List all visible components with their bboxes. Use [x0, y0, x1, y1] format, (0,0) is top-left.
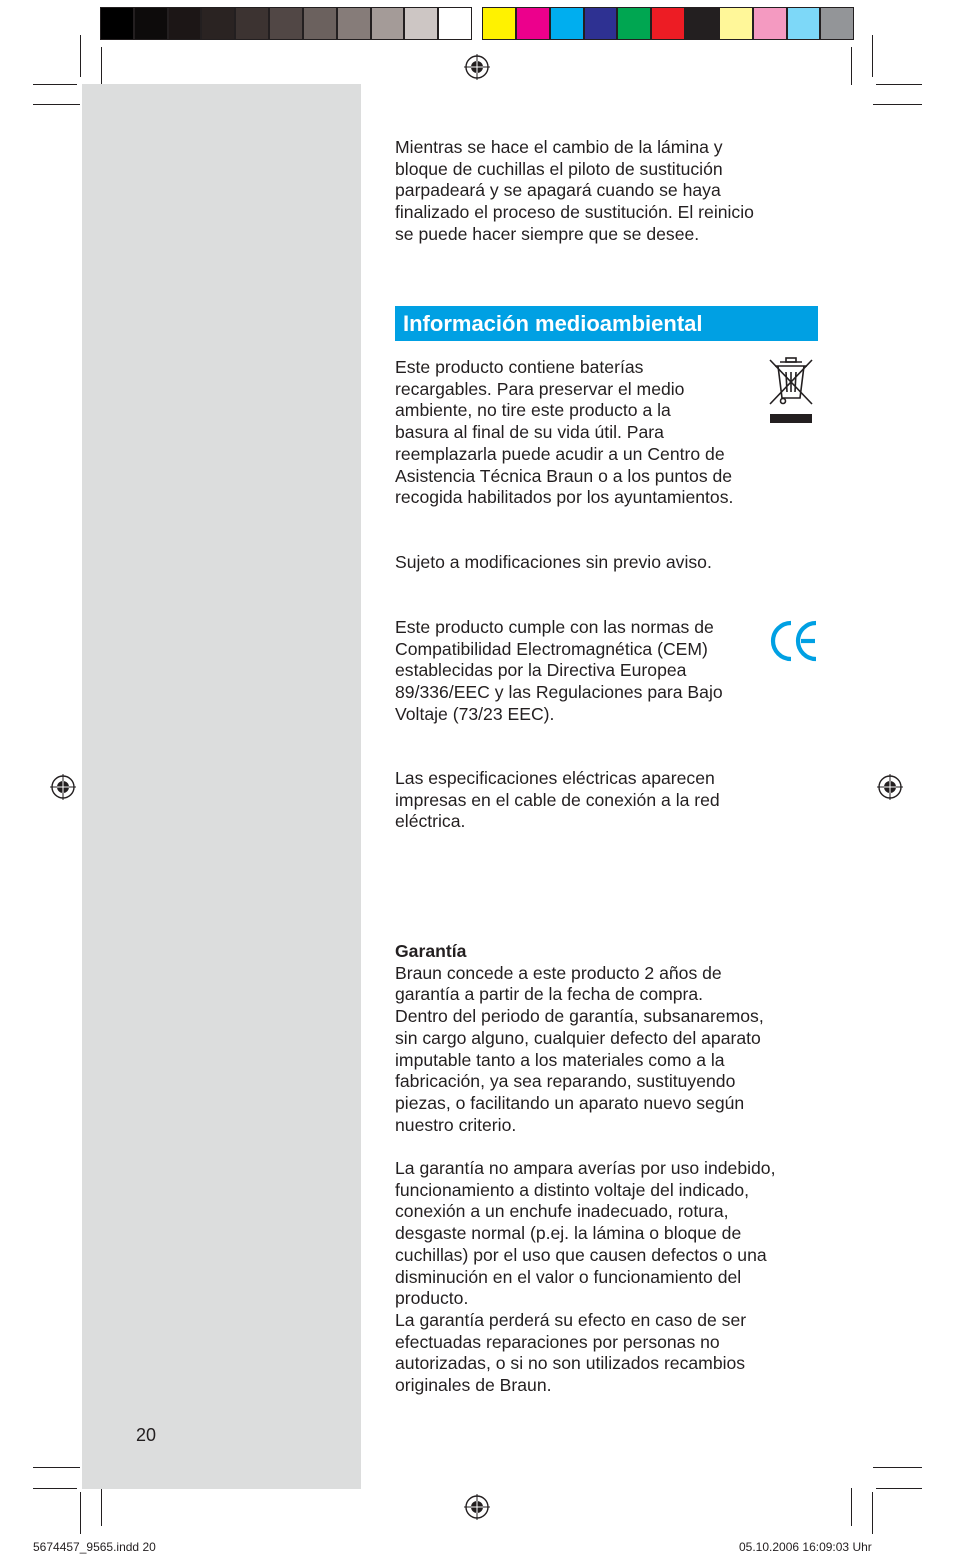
text-line: disminución en el valor o funcionamiento del [395, 1266, 742, 1287]
text-line: ambiente, no tire este producto a la [395, 400, 671, 421]
warranty-paragraph-1 [395, 963, 775, 1137]
footer-timestamp: 05.10.2006 16:09:03 Uhr [739, 1540, 872, 1554]
text-line: piezas, o facilitando un aparato nuevo según [395, 1092, 745, 1113]
color-swatch [235, 7, 269, 40]
text-line: desgaste normal (p.ej. la lámina o bloque de [395, 1223, 742, 1244]
color-swatch [719, 7, 753, 40]
color-swatch [404, 7, 438, 40]
color-swatch [753, 7, 787, 40]
text-line: Asistencia Técnica Braun o a los puntos de [395, 465, 733, 486]
text-line: Braun concede a este producto 2 años de [395, 962, 722, 983]
text-line: nuestro criterio. [395, 1114, 517, 1135]
color-swatch [303, 7, 337, 40]
electrical-paragraph [395, 768, 720, 833]
text-line: Este producto cumple con las normas de [395, 617, 714, 637]
color-swatch [337, 7, 371, 40]
text-line: reemplazarla puede acudir a un Centro de [395, 443, 725, 464]
text-line: recargables. Para preservar el medio [395, 378, 685, 399]
color-swatch [371, 7, 405, 40]
text-line: Las especificaciones eléctricas aparecen [395, 768, 715, 788]
section-heading-environment: Información medioambiental [395, 306, 818, 341]
text-line: efectuadas reparaciones por personas no [395, 1331, 720, 1352]
text-line: sin cargo alguno, cualquier defecto del aparato [395, 1027, 761, 1048]
color-swatch [685, 7, 719, 40]
color-calibration-bar [100, 7, 854, 42]
text-line: fabricación, ya sea reparando, sustituyendo [395, 1071, 736, 1092]
color-swatch [820, 7, 854, 40]
text-line: La garantía no ampara averías por uso indebido, [395, 1158, 776, 1179]
color-swatch [516, 7, 550, 40]
registration-mark-icon [464, 1494, 490, 1520]
text-line: recogida habilitados por los ayuntamientos. [395, 487, 734, 508]
environment-paragraph [395, 357, 733, 509]
text-line: Dentro del periodo de garantía, subsanaremos, [395, 1006, 764, 1027]
text-line: finalizado el proceso de sustitución. El reinicio [395, 202, 754, 223]
color-swatch [617, 7, 651, 40]
text-line: garantía a partir de la fecha de compra. [395, 984, 704, 1005]
side-panel [82, 84, 361, 1489]
color-swatch [438, 7, 472, 40]
color-swatch [100, 7, 134, 40]
color-swatch [584, 7, 618, 40]
page-number: 20 [136, 1425, 157, 1445]
color-swatch [134, 7, 168, 40]
footer-file-info: 5674457_9565.indd 20 [33, 1540, 156, 1554]
color-swatch [168, 7, 202, 40]
text-line: funcionamiento a distinto voltaje del indicado, [395, 1179, 750, 1200]
text-line: basura al final de su vida útil. Para [395, 422, 664, 443]
text-line: impresas en el cable de conexión a la red [395, 789, 720, 810]
text-line: establecidas por la Directiva Europea [395, 660, 687, 681]
text-line: originales de Braun. [395, 1375, 552, 1396]
color-swatch [482, 7, 516, 40]
text-line: autorizadas, o si no son utilizados recambios [395, 1353, 746, 1374]
warranty-section [395, 941, 775, 1397]
color-swatch [787, 7, 821, 40]
color-swatch [651, 7, 685, 40]
text-line: La garantía perderá su efecto en caso de ser [395, 1309, 747, 1330]
registration-mark-icon [877, 774, 903, 800]
blank-line [395, 1136, 775, 1158]
warranty-paragraph-2 [395, 1158, 775, 1397]
text-line: imputable tanto a los materiales como a la [395, 1049, 725, 1070]
swatch-gap [472, 7, 482, 42]
text-line: Mientras se hace el cambio de la lámina y [395, 137, 723, 157]
intro-paragraph [395, 137, 754, 246]
ce-mark-icon [768, 618, 820, 664]
registration-mark-icon [464, 54, 490, 80]
text-line: Voltaje (73/23 EEC). [395, 703, 555, 724]
text-line: se puede hacer siempre que se desee. [395, 223, 700, 244]
text-line: Compatibilidad Electromagnética (CEM) [395, 638, 708, 659]
text-line: eléctrica. [395, 811, 466, 832]
text-line: Este producto contiene baterías [395, 357, 644, 377]
crossed-bin-icon [766, 356, 816, 428]
color-swatch [269, 7, 303, 40]
compliance-paragraph [395, 617, 723, 726]
text-line: parpadeará y se apagará cuando se haya [395, 180, 721, 201]
text-line: conexión a un enchufe inadecuado, rotura, [395, 1201, 729, 1222]
warranty-title: Garantía [395, 941, 467, 961]
color-swatch [201, 7, 235, 40]
text-line: 89/336/EEC y las Regulaciones para Bajo [395, 682, 723, 703]
text-line: bloque de cuchillas el piloto de sustitución [395, 158, 723, 179]
color-swatch [550, 7, 584, 40]
text-line: cuchillas) por el uso que causen defectos o una [395, 1244, 767, 1265]
text-line: producto. [395, 1288, 469, 1309]
registration-mark-icon [50, 774, 76, 800]
notice-text: Sujeto a modificaciones sin previo aviso. [395, 552, 712, 572]
